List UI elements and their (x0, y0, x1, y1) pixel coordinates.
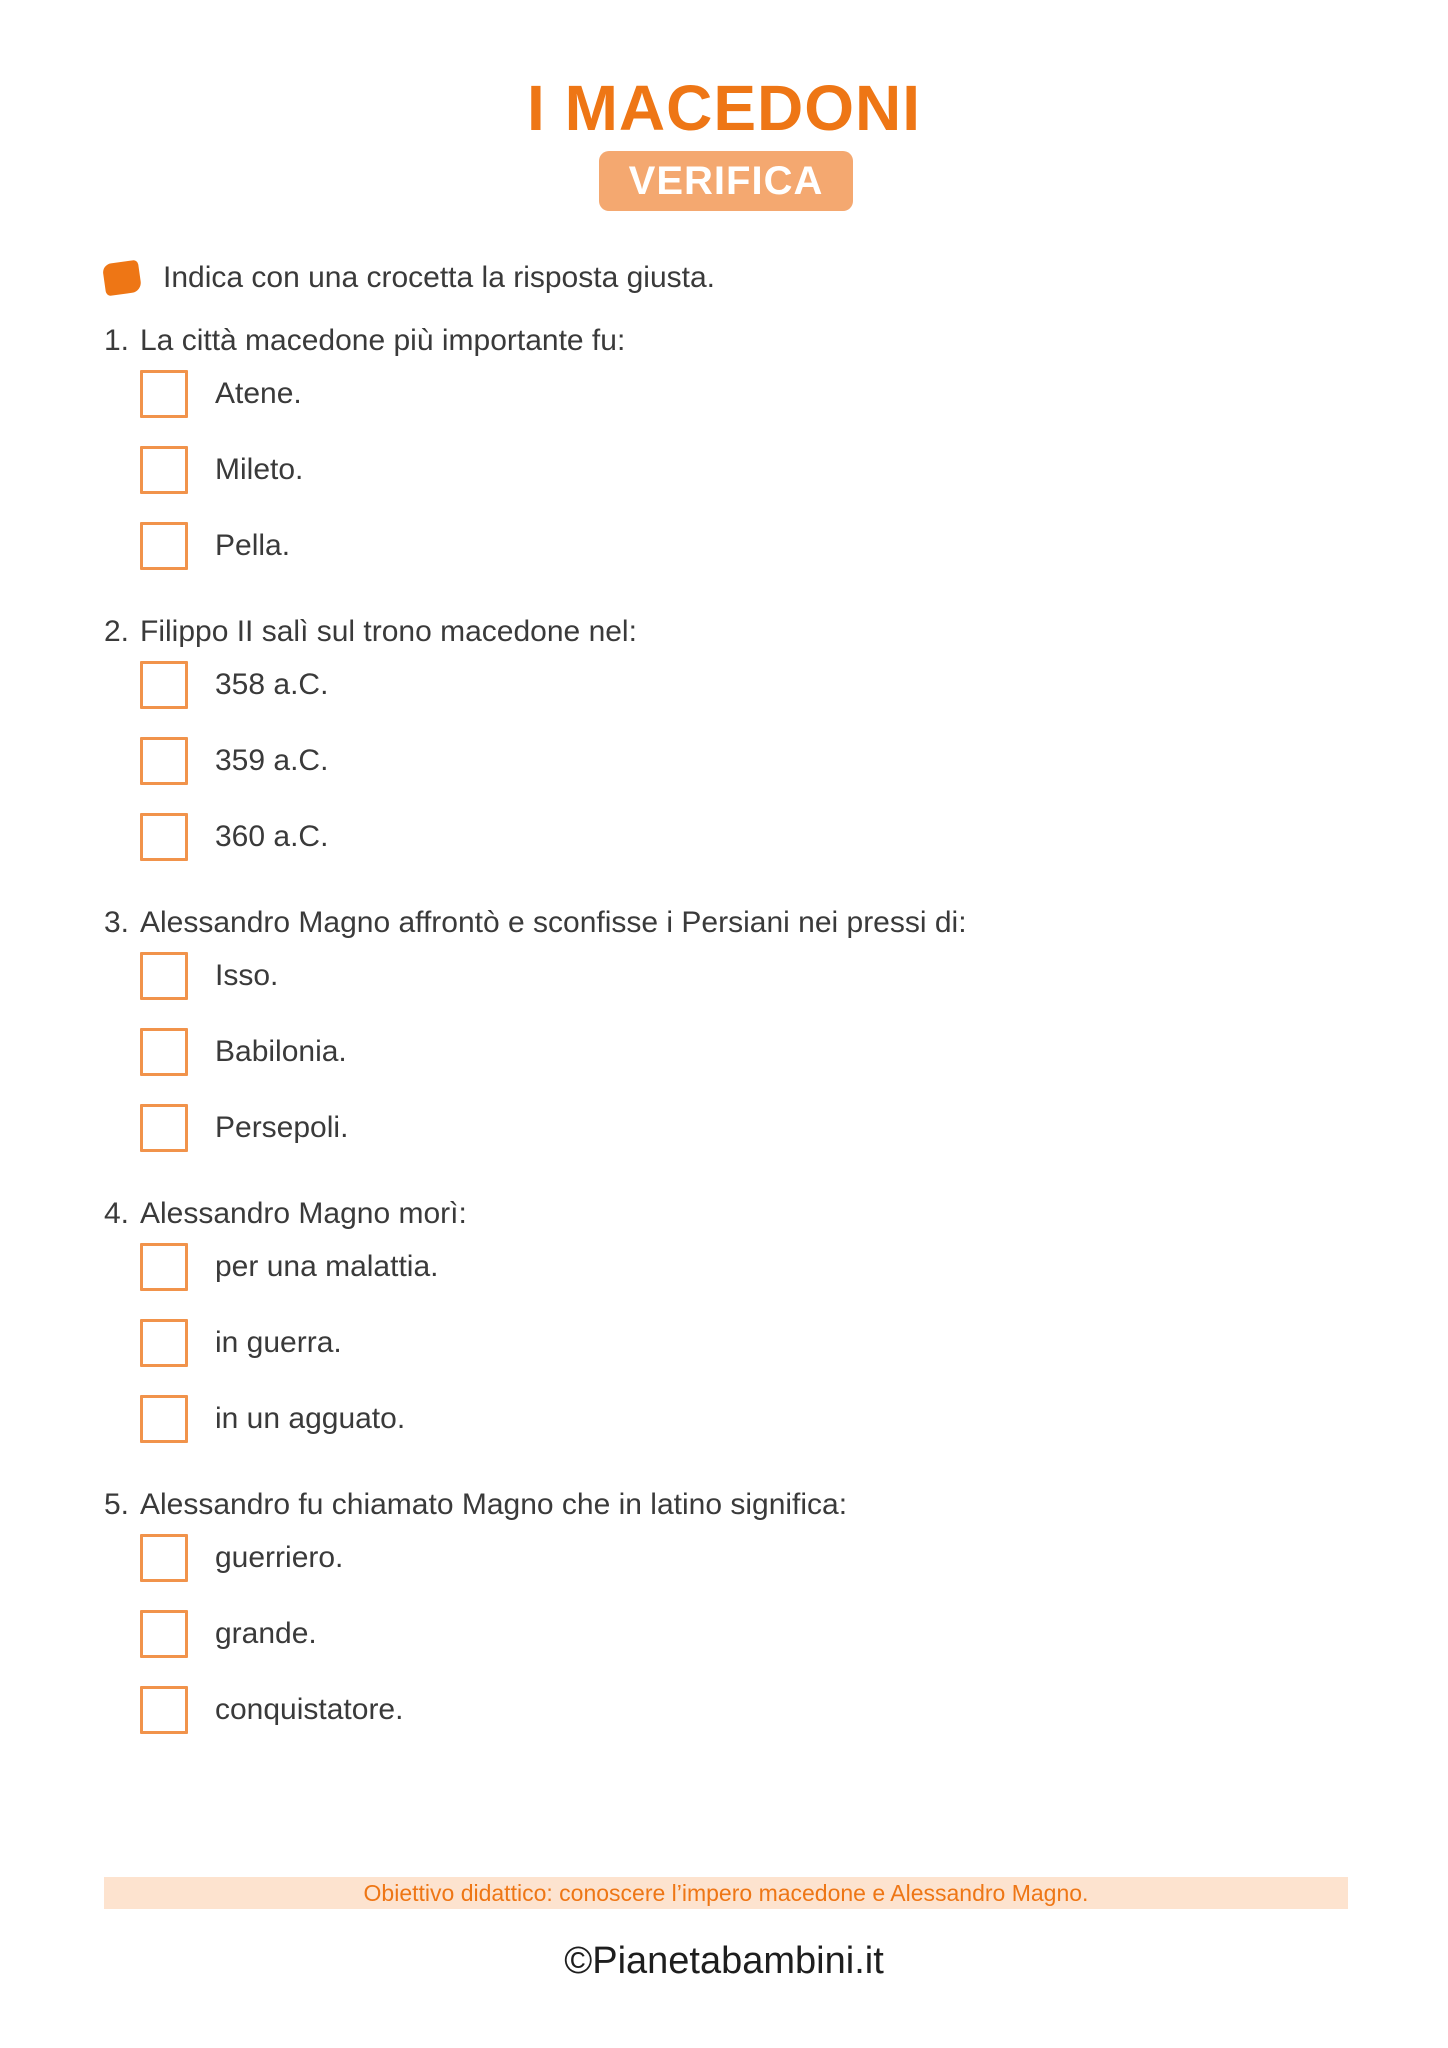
option-4c[interactable] (140, 1392, 405, 1446)
question-3 (104, 903, 967, 943)
checkbox[interactable] (140, 1686, 188, 1734)
question-text: Alessandro fu chiamato Magno che in latino significa: (140, 1488, 848, 1521)
question-number: 4. (104, 1197, 130, 1230)
option-label: Mileto. (215, 453, 304, 486)
question-number: 5. (104, 1488, 130, 1521)
checkbox[interactable] (140, 737, 188, 785)
instruction (104, 258, 715, 298)
option-label: conquistatore. (215, 1693, 404, 1726)
checkbox[interactable] (140, 813, 188, 861)
page-title: I MACEDONI (527, 72, 921, 144)
option-label: Pella. (215, 529, 291, 562)
checkbox[interactable] (140, 370, 188, 418)
checkbox[interactable] (140, 1534, 188, 1582)
checkbox[interactable] (140, 1610, 188, 1658)
option-3c[interactable] (140, 1101, 348, 1155)
option-label: 358 a.C. (215, 668, 329, 701)
option-2c[interactable] (140, 810, 328, 864)
question-text: La città macedone più importante fu: (140, 324, 626, 357)
checkbox[interactable] (140, 1395, 188, 1443)
option-4a[interactable] (140, 1240, 438, 1294)
bullet-icon (102, 260, 142, 297)
option-label: guerriero. (215, 1541, 344, 1574)
checkbox[interactable] (140, 522, 188, 570)
question-text: Filippo II salì sul trono macedone nel: (140, 615, 637, 648)
option-label: Babilonia. (215, 1035, 347, 1068)
question-number: 1. (104, 324, 130, 357)
option-5c[interactable] (140, 1683, 403, 1737)
option-label: Isso. (215, 959, 279, 992)
option-1b[interactable] (140, 443, 303, 497)
option-label: 359 a.C. (215, 744, 329, 777)
option-label: grande. (215, 1617, 317, 1650)
option-3a[interactable] (140, 949, 278, 1003)
option-2a[interactable] (140, 658, 328, 712)
checkbox[interactable] (140, 1243, 188, 1291)
option-2b[interactable] (140, 734, 328, 788)
option-1c[interactable] (140, 519, 290, 573)
question-text: Alessandro Magno affrontò e sconfisse i Persiani nei pressi di: (140, 906, 967, 939)
checkbox[interactable] (140, 952, 188, 1000)
question-number: 2. (104, 615, 130, 648)
learning-objective: Obiettivo didattico: conoscere l’impero macedone e Alessandro Magno. (104, 1877, 1348, 1909)
option-label: per una malattia. (215, 1250, 439, 1283)
option-1a[interactable] (140, 367, 302, 421)
option-label: in un agguato. (215, 1402, 406, 1435)
checkbox[interactable] (140, 446, 188, 494)
checkbox[interactable] (140, 1319, 188, 1367)
instruction-text: Indica con una crocetta la risposta giusta. (163, 261, 715, 294)
checkbox[interactable] (140, 1028, 188, 1076)
option-5a[interactable] (140, 1531, 343, 1585)
verifica-badge: VERIFICA (599, 151, 853, 211)
option-4b[interactable] (140, 1316, 342, 1370)
option-label: in guerra. (215, 1326, 342, 1359)
option-label: Atene. (215, 377, 302, 410)
option-5b[interactable] (140, 1607, 317, 1661)
checkbox[interactable] (140, 1104, 188, 1152)
question-4 (104, 1194, 467, 1234)
option-label: Persepoli. (215, 1111, 349, 1144)
checkbox[interactable] (140, 661, 188, 709)
option-label: 360 a.C. (215, 820, 329, 853)
question-number: 3. (104, 906, 130, 939)
question-text: Alessandro Magno morì: (140, 1197, 467, 1230)
copyright: ©Pianetabambini.it (564, 1940, 884, 1982)
option-3b[interactable] (140, 1025, 347, 1079)
question-1 (104, 321, 625, 361)
question-5 (104, 1485, 847, 1525)
question-2 (104, 612, 637, 652)
